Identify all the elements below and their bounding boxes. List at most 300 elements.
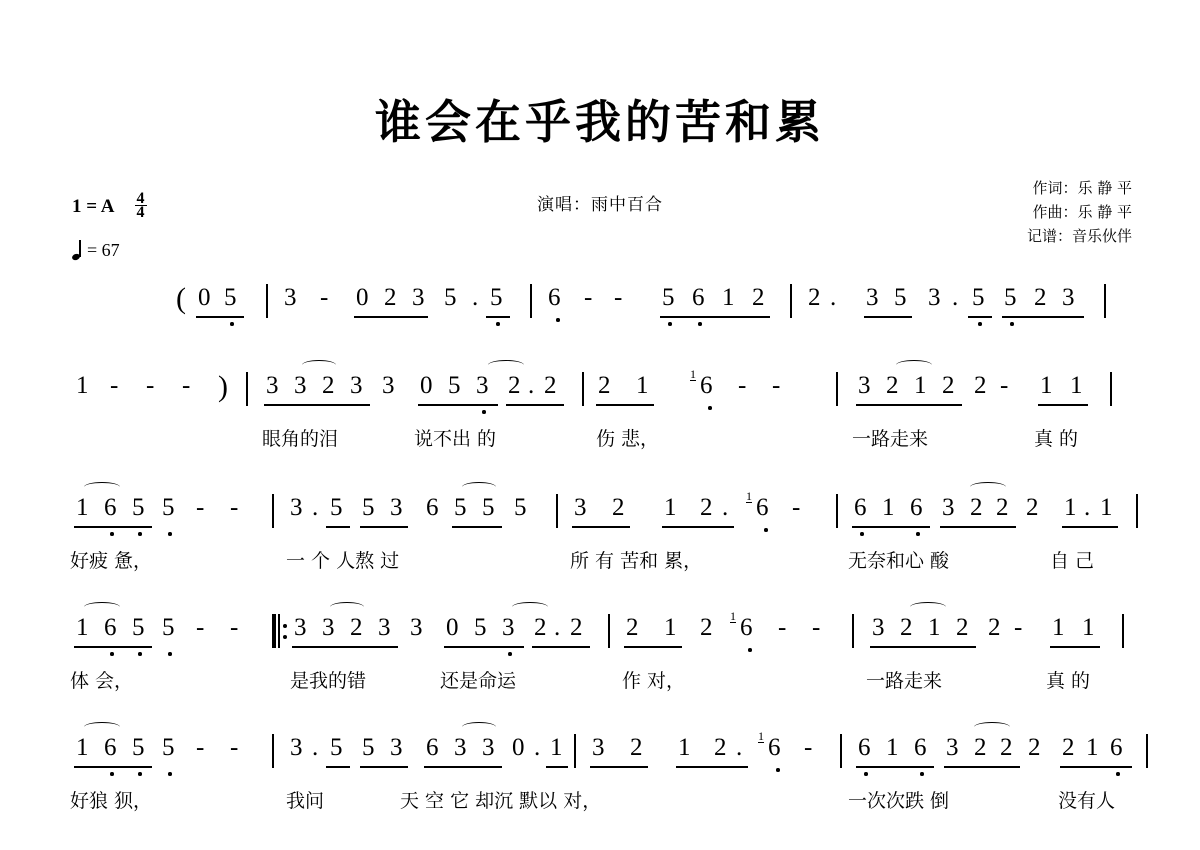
note: 2 <box>570 614 583 641</box>
beam-underline <box>572 526 630 528</box>
beam-underline <box>292 646 398 648</box>
lyric-row-2 <box>0 424 1200 458</box>
note: 2 <box>988 614 1001 641</box>
note: 5 <box>972 284 985 311</box>
note: 2 <box>508 372 521 399</box>
note: - <box>1000 372 1009 399</box>
slur <box>512 602 548 612</box>
octave-dot-low <box>556 318 560 322</box>
barline <box>272 734 274 768</box>
note: 6 <box>1110 734 1123 761</box>
note: 0 <box>356 284 369 311</box>
beam-underline <box>424 766 502 768</box>
note: 1 <box>928 614 941 641</box>
note: 6 <box>700 372 713 399</box>
note: - <box>614 284 623 311</box>
note: 3 <box>476 372 489 399</box>
beam-underline <box>326 766 350 768</box>
lyric-segment: 无奈和心 酸 <box>848 550 950 572</box>
note: 2 <box>974 734 987 761</box>
note: 3 <box>378 614 391 641</box>
note: - <box>146 372 155 399</box>
note: 2 <box>630 734 643 761</box>
note: . <box>554 614 561 641</box>
note: 6 <box>768 734 781 761</box>
beam-underline <box>1062 526 1118 528</box>
note: 2 <box>1028 734 1041 761</box>
note: 5 <box>362 494 375 521</box>
note: 1 <box>1052 614 1065 641</box>
note: 5 <box>162 494 175 521</box>
note: 3 <box>592 734 605 761</box>
beam-underline <box>74 526 152 528</box>
beam-underline <box>856 766 934 768</box>
grace-note: 1 <box>730 609 736 623</box>
note: 3 <box>294 372 307 399</box>
note-row-5 <box>0 730 1200 784</box>
note: 3 <box>284 284 297 311</box>
note: - <box>196 734 205 761</box>
octave-dot-low <box>138 652 142 656</box>
lyric-row-5 <box>0 786 1200 820</box>
note: 6 <box>914 734 927 761</box>
note: 6 <box>858 734 871 761</box>
lyric-segment: 我问 <box>286 790 325 812</box>
lyric-segment: 眼角的泪 <box>262 428 339 450</box>
note: 0 <box>512 734 525 761</box>
octave-dot-low <box>168 772 172 776</box>
note: 2 <box>752 284 765 311</box>
barline <box>852 614 854 648</box>
note: 3 <box>946 734 959 761</box>
note: 3 <box>928 284 941 311</box>
singer-credit: 演唱：雨中百合 <box>537 195 663 215</box>
beam-underline <box>196 316 244 318</box>
note: . <box>312 494 319 521</box>
note: - <box>110 372 119 399</box>
note: 0 <box>420 372 433 399</box>
note: 5 <box>662 284 675 311</box>
beam-underline <box>1050 646 1100 648</box>
note: 1 <box>76 614 89 641</box>
barline <box>1122 614 1124 648</box>
note: 1 <box>722 284 735 311</box>
note: 3 <box>322 614 335 641</box>
beam-underline <box>444 646 524 648</box>
note: 1 <box>914 372 927 399</box>
note-row-4 <box>0 610 1200 664</box>
note: 2 <box>544 372 557 399</box>
note: 5 <box>894 284 907 311</box>
note: 6 <box>910 494 923 521</box>
time-signature-denominator: 4 <box>136 204 145 221</box>
slur <box>896 360 932 370</box>
lyric-segment: 还是命运 <box>440 670 517 692</box>
note: 3 <box>350 372 363 399</box>
note: 1 <box>1086 734 1099 761</box>
slur <box>330 602 364 612</box>
note: 2 <box>886 372 899 399</box>
slur <box>84 602 120 612</box>
slur <box>84 722 120 732</box>
octave-dot-low <box>864 772 868 776</box>
note: 3 <box>266 372 279 399</box>
note: 3 <box>290 494 303 521</box>
grace-note: 1 <box>746 489 752 503</box>
octave-dot-low <box>978 322 982 326</box>
beam-underline <box>452 526 502 528</box>
beam-underline <box>1060 766 1132 768</box>
barline <box>582 372 584 406</box>
lyric-segment: 自 己 <box>1050 550 1095 572</box>
beam-underline <box>418 404 498 406</box>
note: 5 <box>132 734 145 761</box>
note: . <box>952 284 959 311</box>
note: 5 <box>490 284 503 311</box>
beam-underline <box>676 766 748 768</box>
beam-underline <box>532 646 590 648</box>
note: 0 <box>446 614 459 641</box>
octave-dot-low <box>496 322 500 326</box>
note: 2 <box>1026 494 1039 521</box>
note: - <box>584 284 593 311</box>
barline <box>608 614 610 648</box>
slur <box>974 722 1010 732</box>
barline <box>840 734 842 768</box>
note: - <box>778 614 787 641</box>
slur <box>910 602 946 612</box>
staff-line-5 <box>0 730 1200 850</box>
note: 3 <box>502 614 515 641</box>
note: 2 <box>956 614 969 641</box>
note: 1 <box>76 372 89 399</box>
note: 2 <box>996 494 1009 521</box>
octave-dot-low <box>168 652 172 656</box>
note: - <box>230 734 239 761</box>
note: 3 <box>454 734 467 761</box>
note: 5 <box>448 372 461 399</box>
lyric-segment: 真 的 <box>1034 428 1079 450</box>
note: 2 <box>350 614 363 641</box>
note: 5 <box>454 494 467 521</box>
note: 6 <box>548 284 561 311</box>
note: 2 <box>700 494 713 521</box>
phrase-close-paren: ) <box>218 370 228 403</box>
note: 1 <box>76 494 89 521</box>
barline <box>556 494 558 528</box>
key-label: 1 = A <box>72 196 115 217</box>
note: - <box>772 372 781 399</box>
barline <box>1136 494 1138 528</box>
slur <box>462 722 496 732</box>
note: 2 <box>1034 284 1047 311</box>
note: 1 <box>76 734 89 761</box>
note: - <box>812 614 821 641</box>
slur <box>970 482 1006 492</box>
octave-dot-low <box>748 648 752 652</box>
lyric-segment: 伤 悲， <box>596 428 660 450</box>
octave-dot-low <box>138 772 142 776</box>
staff-line-2 <box>0 368 1200 488</box>
note: - <box>804 734 813 761</box>
composer-credit: 作曲：乐 静 平 <box>1032 203 1132 221</box>
octave-dot-low <box>916 532 920 536</box>
beam-underline <box>264 404 370 406</box>
time-signature <box>135 192 147 219</box>
note: 3 <box>872 614 885 641</box>
note: 2 <box>626 614 639 641</box>
note: - <box>196 614 205 641</box>
lyric-segment: 一 个 人熬 过 <box>286 550 400 572</box>
lyric-segment: 天 空 它 却沉 默以 对， <box>400 790 602 812</box>
barline <box>574 734 576 768</box>
barline <box>266 284 268 318</box>
note: . <box>534 734 541 761</box>
octave-dot-low <box>110 532 114 536</box>
note: 5 <box>330 494 343 521</box>
note: . <box>528 372 535 399</box>
beam-underline <box>624 646 682 648</box>
lyric-segment: 所 有 苦和 累， <box>570 550 703 572</box>
note: 5 <box>444 284 457 311</box>
note: 6 <box>854 494 867 521</box>
note: 0 <box>198 284 211 311</box>
key-signature-block <box>72 190 147 223</box>
note: 5 <box>474 614 487 641</box>
octave-dot-low <box>482 410 486 414</box>
slur <box>302 360 336 370</box>
octave-dot-low <box>110 652 114 656</box>
tempo-value: = 67 <box>87 240 120 260</box>
note: 3 <box>1062 284 1075 311</box>
note: 1 <box>550 734 563 761</box>
grace-note: 1 <box>758 729 764 743</box>
note: 2 <box>714 734 727 761</box>
barline <box>836 494 838 528</box>
beam-underline <box>662 526 734 528</box>
octave-dot-low <box>138 532 142 536</box>
note: 6 <box>104 494 117 521</box>
staff-line-4 <box>0 610 1200 730</box>
beam-underline <box>856 404 962 406</box>
note: 5 <box>1004 284 1017 311</box>
note: . <box>830 284 837 311</box>
note: 5 <box>132 614 145 641</box>
lyric-segment: 好狼 狈， <box>70 790 153 812</box>
octave-dot-low <box>110 772 114 776</box>
octave-dot-low <box>860 532 864 536</box>
note: 2 <box>900 614 913 641</box>
beam-underline <box>852 526 930 528</box>
tempo-marking <box>72 240 120 261</box>
lyric-segment: 一次次跌 倒 <box>848 790 950 812</box>
note: - <box>196 494 205 521</box>
note: 1 <box>1082 614 1095 641</box>
note: - <box>320 284 329 311</box>
note: 2 <box>808 284 821 311</box>
note: 1 <box>664 614 677 641</box>
note: 1 <box>636 372 649 399</box>
slur <box>488 360 524 370</box>
lyric-segment: 是我的错 <box>290 670 367 692</box>
note: 1 <box>1100 494 1113 521</box>
note: 3 <box>390 494 403 521</box>
note: 3 <box>290 734 303 761</box>
note: . <box>472 284 479 311</box>
beam-underline <box>360 526 408 528</box>
quarter-note-icon <box>72 241 83 261</box>
beam-underline <box>326 526 350 528</box>
lyric-row-3 <box>0 546 1200 580</box>
barline <box>272 494 274 528</box>
note: 3 <box>942 494 955 521</box>
note: 1 <box>886 734 899 761</box>
note: 2 <box>700 614 713 641</box>
barline <box>530 284 532 318</box>
note: 2 <box>942 372 955 399</box>
note: 3 <box>390 734 403 761</box>
lyricist-credit: 作词：乐 静 平 <box>1032 179 1132 197</box>
lyric-segment: 真 的 <box>1046 670 1091 692</box>
beam-underline <box>968 316 992 318</box>
beam-underline <box>506 404 564 406</box>
octave-dot-low <box>668 322 672 326</box>
note: 2 <box>1062 734 1075 761</box>
octave-dot-low <box>168 532 172 536</box>
note-row-2 <box>0 368 1200 422</box>
note: 6 <box>104 614 117 641</box>
note: - <box>182 372 191 399</box>
note: 1 <box>1040 372 1053 399</box>
barline <box>1146 734 1148 768</box>
note-row-1 <box>0 280 1200 334</box>
beam-underline <box>870 646 976 648</box>
lyric-segment: 一路走来 <box>866 670 943 692</box>
octave-dot-low <box>708 406 712 410</box>
octave-dot-low <box>1116 772 1120 776</box>
note: 2 <box>384 284 397 311</box>
time-signature-numerator: 4 <box>136 190 145 207</box>
note: 1 <box>678 734 691 761</box>
note: 3 <box>482 734 495 761</box>
beam-underline <box>360 766 408 768</box>
beam-underline <box>590 766 648 768</box>
octave-dot-low <box>776 768 780 772</box>
beam-underline <box>354 316 428 318</box>
beam-underline <box>1038 404 1088 406</box>
lyric-segment: 好疲 惫， <box>70 550 153 572</box>
note: 5 <box>162 614 175 641</box>
note: 5 <box>132 494 145 521</box>
note: 3 <box>294 614 307 641</box>
note: 1 <box>664 494 677 521</box>
octave-dot-low <box>764 528 768 532</box>
note: 2 <box>534 614 547 641</box>
octave-dot-low <box>230 322 234 326</box>
note: - <box>230 614 239 641</box>
page-title: 谁会在乎我的苦和累 <box>375 95 825 149</box>
phrase-open-paren: ( <box>176 282 186 315</box>
lyric-segment: 作 对， <box>622 670 686 692</box>
note: 5 <box>224 284 237 311</box>
beam-underline <box>596 404 654 406</box>
note: 2 <box>322 372 335 399</box>
note: 6 <box>692 284 705 311</box>
note: 1 <box>882 494 895 521</box>
beam-underline <box>486 316 510 318</box>
lyric-row-4 <box>0 666 1200 700</box>
beam-underline <box>940 526 1016 528</box>
lyric-segment: 没有人 <box>1058 790 1116 812</box>
note: 3 <box>574 494 587 521</box>
note: 5 <box>362 734 375 761</box>
beam-underline <box>864 316 912 318</box>
note: 6 <box>756 494 769 521</box>
octave-dot-low <box>1010 322 1014 326</box>
note: . <box>736 734 743 761</box>
note: 1 <box>1070 372 1083 399</box>
notator-credit: 记谱：音乐伙伴 <box>1026 227 1132 245</box>
octave-dot-low <box>920 772 924 776</box>
note: - <box>792 494 801 521</box>
octave-dot-low <box>698 322 702 326</box>
lyric-segment: 体 会， <box>70 670 134 692</box>
note: 3 <box>382 372 395 399</box>
note: - <box>1014 614 1023 641</box>
note: . <box>1084 494 1091 521</box>
barline <box>1110 372 1112 406</box>
slur <box>84 482 120 492</box>
beam-underline <box>74 646 152 648</box>
note: 3 <box>858 372 871 399</box>
note: . <box>312 734 319 761</box>
note: - <box>738 372 747 399</box>
note-row-3 <box>0 490 1200 544</box>
barline <box>836 372 838 406</box>
slur <box>462 482 496 492</box>
note: 5 <box>482 494 495 521</box>
note: . <box>722 494 729 521</box>
note: 2 <box>1000 734 1013 761</box>
note: 5 <box>162 734 175 761</box>
note: 5 <box>330 734 343 761</box>
lyric-segment: 说不出 的 <box>414 428 497 450</box>
beam-underline <box>546 766 568 768</box>
note: 5 <box>514 494 527 521</box>
note: 6 <box>426 734 439 761</box>
staff-line-3 <box>0 490 1200 610</box>
note: 6 <box>426 494 439 521</box>
note: - <box>230 494 239 521</box>
note: 3 <box>410 614 423 641</box>
credits-block <box>1027 176 1132 248</box>
note: 3 <box>412 284 425 311</box>
note: 2 <box>974 372 987 399</box>
grace-note: 1 <box>690 367 696 381</box>
lyric-segment: 一路走来 <box>852 428 929 450</box>
beam-underline <box>74 766 152 768</box>
note: 2 <box>970 494 983 521</box>
barline <box>1104 284 1106 318</box>
barline <box>790 284 792 318</box>
note: 2 <box>598 372 611 399</box>
note: 6 <box>104 734 117 761</box>
note: 6 <box>740 614 753 641</box>
note: 3 <box>866 284 879 311</box>
note: 1 <box>1064 494 1077 521</box>
barline <box>246 372 248 406</box>
note: 2 <box>612 494 625 521</box>
